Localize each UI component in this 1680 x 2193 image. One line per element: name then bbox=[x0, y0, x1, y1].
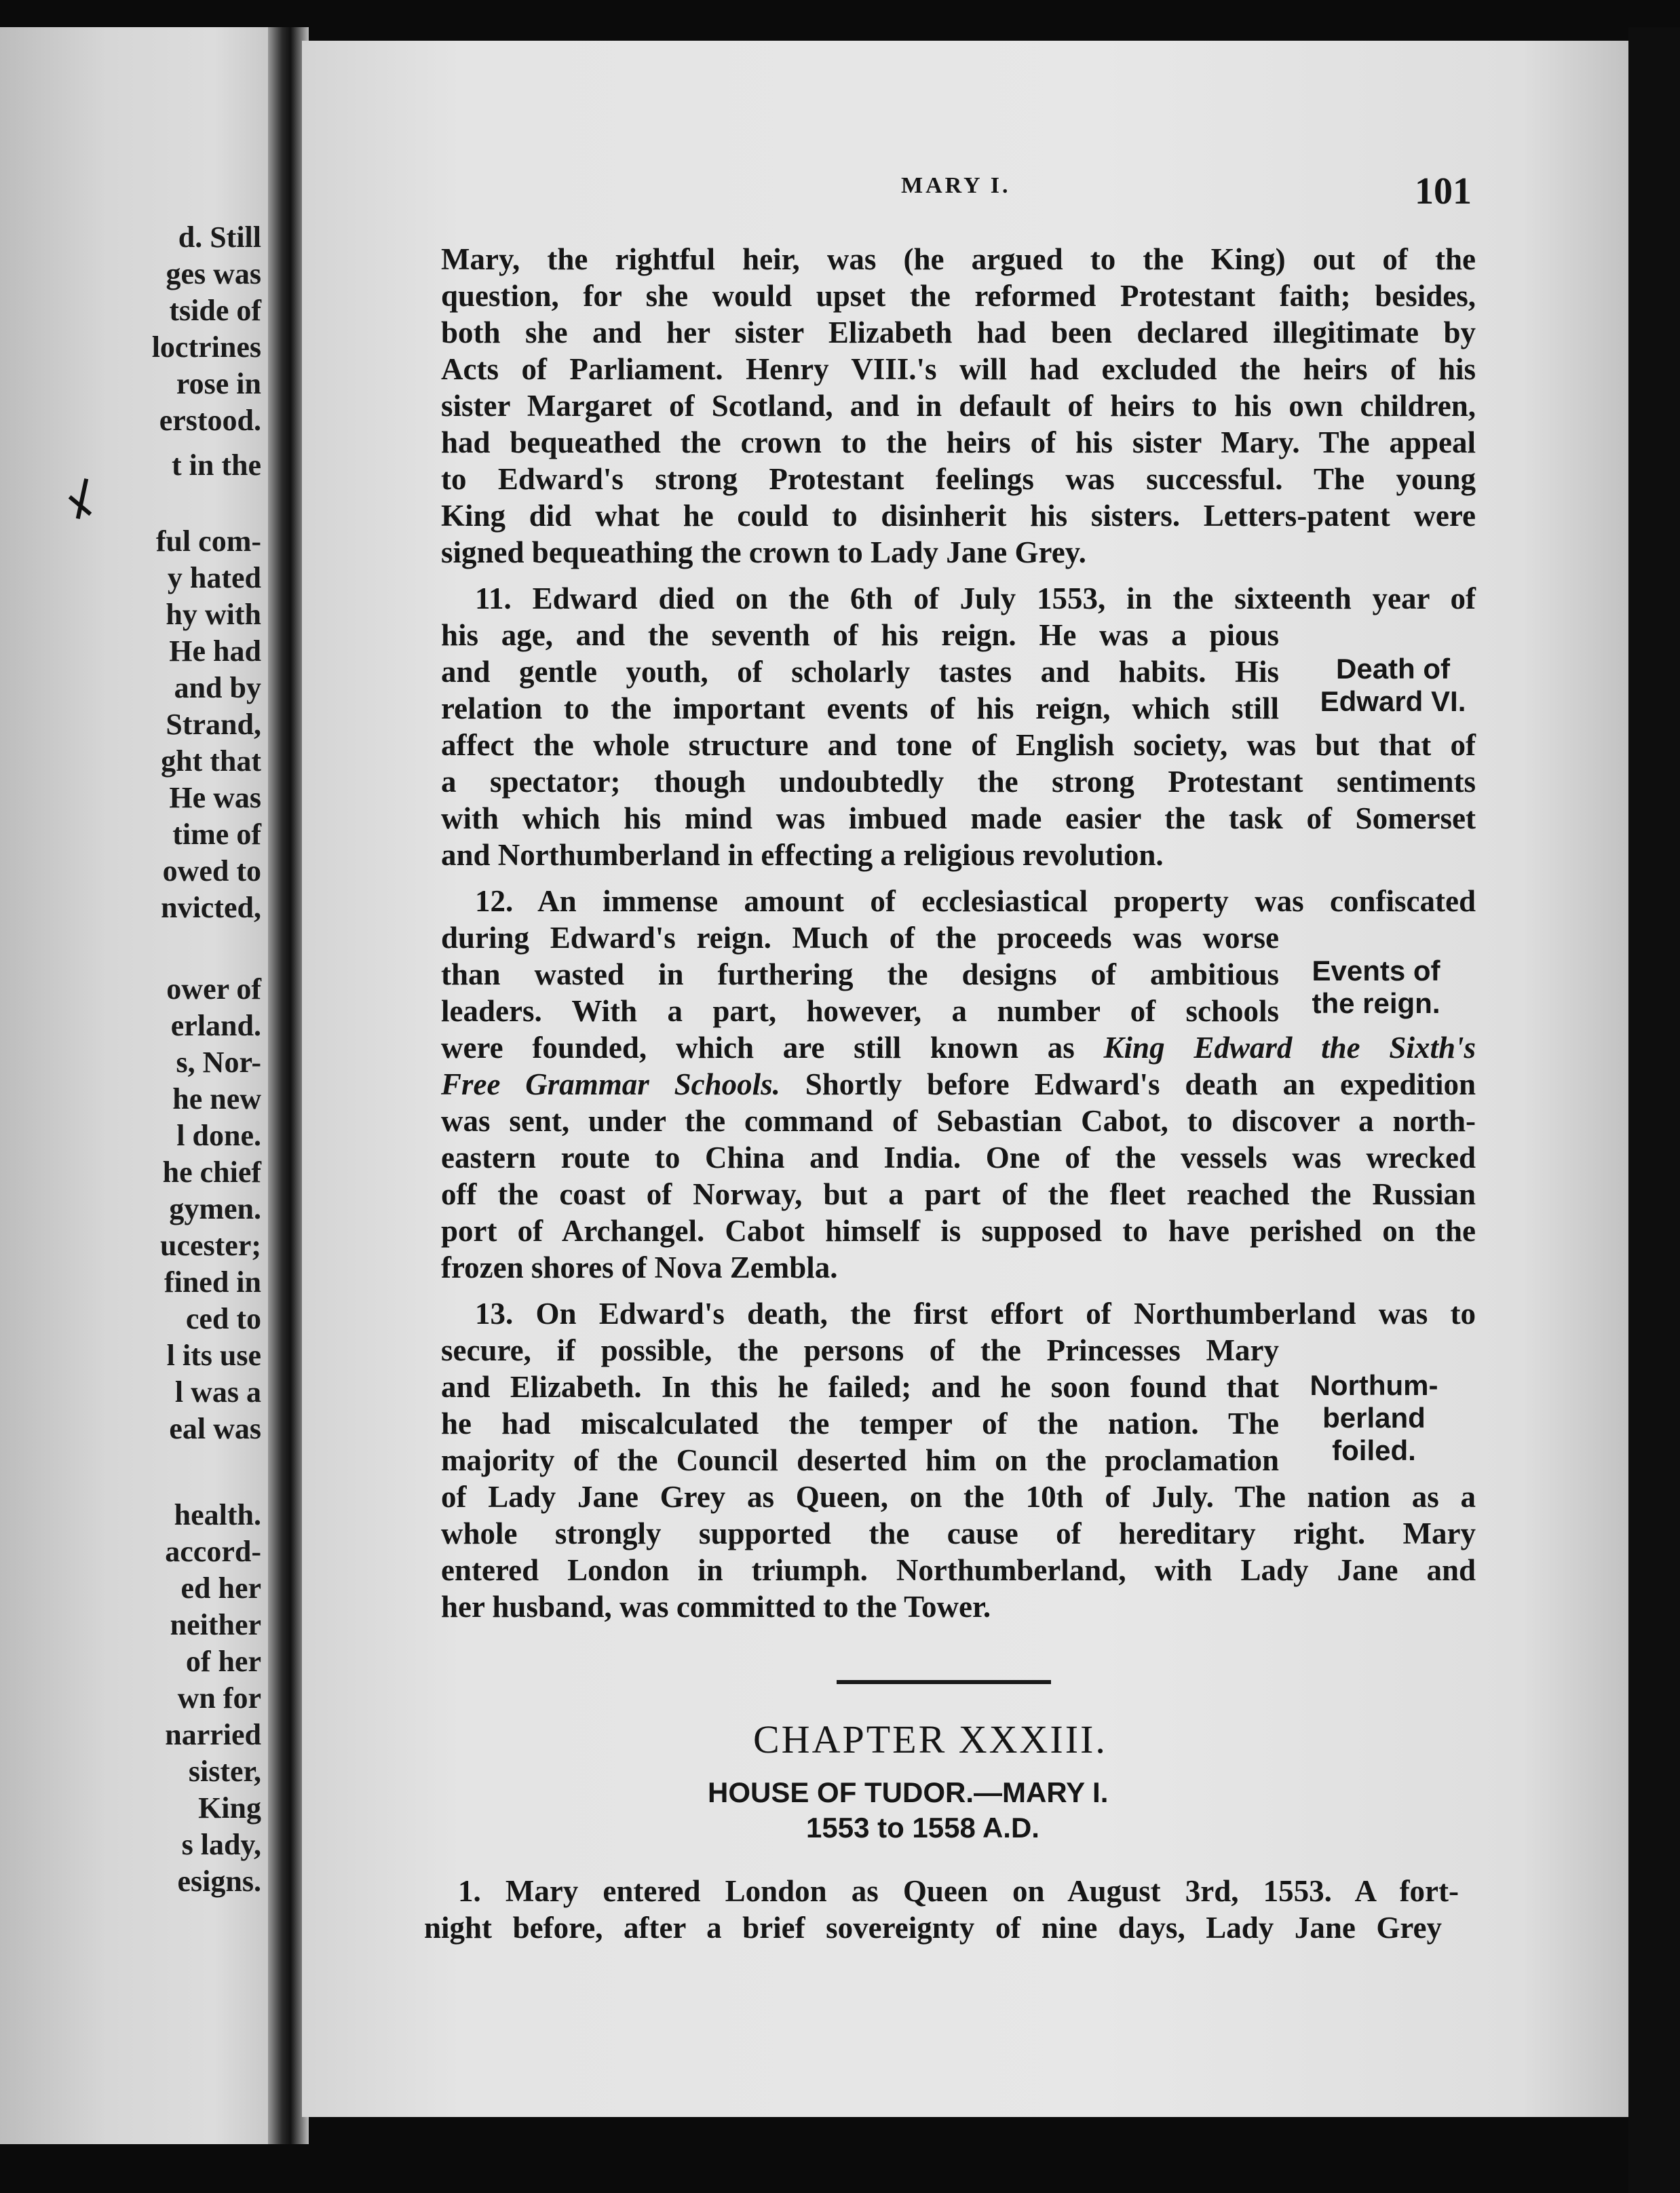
text-line: was sent, under the command of Sebastian Cabot, to discover a north- bbox=[441, 1104, 1476, 1138]
text-line: Acts of Parliament. Henry VIII.'s will had excluded the heirs of his bbox=[441, 352, 1476, 386]
sidenote-line: foiled. bbox=[1332, 1434, 1416, 1466]
left-page-text-fragment: narried bbox=[165, 1718, 261, 1751]
left-page-text-fragment: fined in bbox=[164, 1265, 261, 1299]
text-line: to Edward's strong Protestant feelings was successful. The young bbox=[441, 462, 1476, 496]
sidenote-line: berland bbox=[1322, 1402, 1426, 1434]
text-line: 11. Edward died on the 6th of July 1553, in the sixteenth year of bbox=[475, 581, 1476, 615]
text-line: signed bequeathing the crown to Lady Jane Grey. bbox=[441, 535, 1086, 569]
left-page-text-fragment: owed to bbox=[162, 854, 261, 888]
text-line: affect the whole structure and tone of English society, was but that of bbox=[441, 728, 1476, 762]
text-line: his age, and the seventh of his reign. He was a pious bbox=[441, 618, 1279, 652]
left-page-text-fragment: and by bbox=[174, 671, 261, 704]
left-page-text-fragment: he new bbox=[172, 1082, 261, 1115]
left-page-text-fragment: gymen. bbox=[169, 1192, 261, 1225]
text-line: Mary, the rightful heir, was (he argued to the King) out of the bbox=[441, 242, 1476, 276]
left-page-text-fragment: l was a bbox=[174, 1375, 261, 1409]
text-line: port of Archangel. Cabot himself is supposed to have perished on the bbox=[441, 1214, 1476, 1248]
text-line: during Edward's reign. Much of the proceeds was worse bbox=[441, 921, 1279, 955]
sidenote-line: Edward VI. bbox=[1320, 685, 1466, 717]
text-span: Shortly before Edward's death an expedition bbox=[780, 1067, 1476, 1101]
text-line: secure, if possible, the persons of the Princesses Mary bbox=[441, 1333, 1279, 1367]
left-page-text-fragment: s, Nor- bbox=[176, 1046, 261, 1079]
text-line: eastern route to China and India. One of the vessels was wrecked bbox=[441, 1141, 1476, 1175]
text-line: frozen shores of Nova Zembla. bbox=[441, 1251, 838, 1284]
text-line: leaders. With a part, however, a number of schools bbox=[441, 994, 1279, 1028]
left-page-text-fragment: King bbox=[198, 1791, 261, 1825]
text-line: with which his mind was imbued made easier the task of Somerset bbox=[441, 801, 1476, 835]
text-line: 13. On Edward's death, the first effort of Northumberland was to bbox=[475, 1297, 1476, 1331]
text-line bbox=[441, 1029, 1476, 1066]
text-line: question, for she would upset the reformed Protestant faith; besides, bbox=[441, 279, 1476, 313]
left-page-text-fragment: time of bbox=[172, 818, 261, 851]
sidenote-northumberland-foiled bbox=[1293, 1369, 1455, 1467]
text-line: and gentle youth, of scholarly tastes and habits. His bbox=[441, 655, 1279, 689]
text-line: majority of the Council deserted him on the proclamation bbox=[441, 1443, 1279, 1477]
text-line: and Northumberland in effecting a religious revolution. bbox=[441, 838, 1164, 872]
left-page-text-fragment: sister, bbox=[188, 1755, 261, 1788]
left-page-text-fragment: He had bbox=[169, 634, 261, 668]
left-page-text-fragment: y hated bbox=[167, 561, 261, 594]
chapter-title: CHAPTER XXXIII. bbox=[753, 1717, 1107, 1761]
text-span: were founded, which are still known as bbox=[441, 1031, 1075, 1065]
left-page-text-fragment: Strand, bbox=[166, 708, 261, 741]
text-line bbox=[441, 1066, 1476, 1103]
left-page-text-fragment: rose in bbox=[176, 367, 261, 400]
left-page-text-fragment: neither bbox=[170, 1608, 261, 1641]
left-page bbox=[0, 27, 268, 2144]
text-line: her husband, was committed to the Tower. bbox=[441, 1590, 991, 1624]
sidenote-events-of-reign bbox=[1295, 955, 1457, 1020]
text-line: whole strongly supported the cause of hereditary right. Mary bbox=[441, 1517, 1476, 1550]
left-page-text-fragment: health. bbox=[174, 1498, 261, 1531]
left-page-text-fragment: he chief bbox=[162, 1156, 261, 1189]
left-page-text-fragment: He was bbox=[169, 781, 261, 814]
sidenote-line: Death of bbox=[1336, 653, 1450, 685]
page-number: 101 bbox=[1415, 170, 1472, 212]
text-line: a spectator; though undoubtedly the strong Protestant sentiments bbox=[441, 765, 1476, 799]
left-page-text-fragment: ed her bbox=[180, 1571, 261, 1605]
text-line: off the coast of Norway, but a part of the fleet reached the Russian bbox=[441, 1177, 1476, 1211]
left-page-text-fragment: ful com- bbox=[155, 525, 261, 558]
left-page-text-fragment: ower of bbox=[166, 972, 261, 1006]
sidenote-death-of-edward bbox=[1315, 653, 1471, 718]
left-page-text-fragment: of her bbox=[185, 1645, 261, 1678]
scan-edge bbox=[1628, 27, 1680, 2193]
section-rule bbox=[837, 1680, 1051, 1684]
left-page-text-fragment: loctrines bbox=[151, 330, 261, 364]
left-page-text-fragment: t in the bbox=[172, 449, 261, 482]
left-page-text-fragment: ght that bbox=[161, 744, 261, 778]
left-page-text-fragment: d. Still bbox=[178, 221, 261, 254]
left-page-text-fragment: erland. bbox=[170, 1009, 261, 1042]
italic-title: Free Grammar Schools. bbox=[441, 1067, 780, 1101]
running-head: MARY I. bbox=[901, 173, 1011, 198]
left-page-text-fragment: tside of bbox=[169, 294, 261, 327]
left-page-text-fragment: l its use bbox=[166, 1339, 261, 1372]
left-page-text-fragment: ucester; bbox=[159, 1229, 261, 1262]
left-page-text-fragment: ges was bbox=[166, 257, 261, 290]
chapter-dates: 1553 to 1558 A.D. bbox=[806, 1812, 1039, 1844]
text-line: and Elizabeth. In this he failed; and he soon found that bbox=[441, 1370, 1279, 1404]
text-line: relation to the important events of his reign, which still bbox=[441, 691, 1279, 725]
sidenote-line: Northum- bbox=[1310, 1369, 1438, 1401]
chapter-subtitle: HOUSE OF TUDOR.—MARY I. bbox=[708, 1776, 1109, 1808]
text-line: entered London in triumph. Northumberland, with Lady Jane and bbox=[441, 1553, 1476, 1587]
text-line: of Lady Jane Grey as Queen, on the 10th of July. The nation as a bbox=[441, 1480, 1476, 1514]
text-line: both she and her sister Elizabeth had been declared illegitimate by bbox=[441, 316, 1476, 349]
text-line: sister Margaret of Scotland, and in default of heirs to his own children, bbox=[441, 389, 1476, 423]
left-page-text-fragment: l done. bbox=[176, 1119, 261, 1152]
text-line: night before, after a brief sovereignty of nine days, Lady Jane Grey bbox=[424, 1911, 1442, 1945]
left-page-text-fragment: esigns. bbox=[177, 1865, 261, 1898]
left-page-text-fragment: accord- bbox=[165, 1535, 261, 1568]
left-page-text-fragment: eal was bbox=[169, 1412, 261, 1445]
text-line: 12. An immense amount of ecclesiastical property was confiscated bbox=[475, 884, 1476, 918]
left-page-text-fragment: hy with bbox=[166, 598, 261, 631]
text-line: King did what he could to disinherit his sisters. Letters-patent were bbox=[441, 499, 1476, 533]
sidenote-line: the reign. bbox=[1312, 987, 1440, 1019]
text-line: than wasted in furthering the designs of ambitious bbox=[441, 957, 1279, 991]
sidenote-line: Events of bbox=[1312, 955, 1440, 987]
left-page-text-fragment: wn for bbox=[177, 1681, 261, 1715]
text-line: he had miscalculated the temper of the nation. The bbox=[441, 1407, 1279, 1441]
text-line: 1. Mary entered London as Queen on August 3rd, 1553. A fort- bbox=[458, 1874, 1459, 1908]
left-page-text-fragment: ced to bbox=[185, 1302, 261, 1335]
italic-title: King Edward the Sixth's bbox=[1103, 1031, 1476, 1065]
left-page-text-fragment: s lady, bbox=[181, 1828, 261, 1861]
text-line: had bequeathed the crown to the heirs of his sister Mary. The appeal bbox=[441, 425, 1476, 459]
left-page-text-fragment: erstood. bbox=[159, 404, 261, 437]
left-page-text-fragment: nvicted, bbox=[161, 891, 261, 924]
